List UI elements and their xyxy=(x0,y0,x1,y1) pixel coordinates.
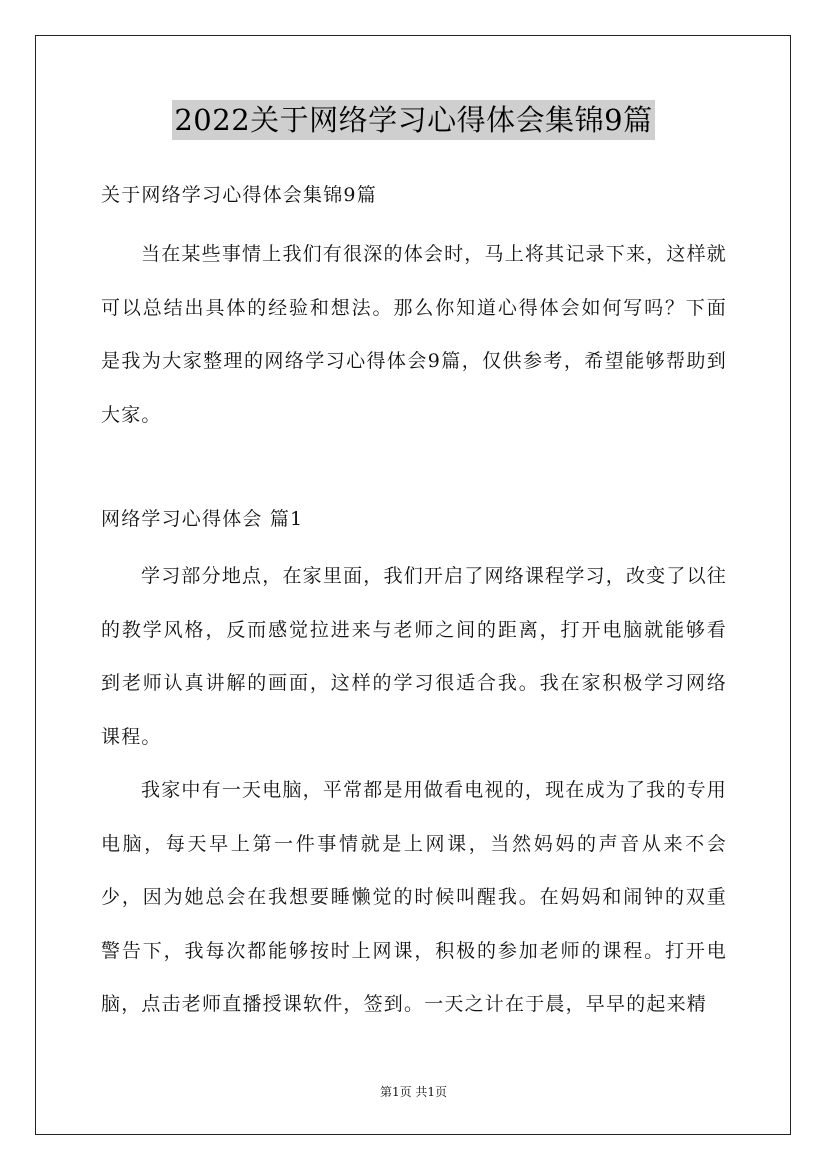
document-title: 2022关于网络学习心得体会集锦9篇 xyxy=(172,100,654,140)
title-container xyxy=(0,100,827,140)
intro-paragraph: 当在某些事情上我们有很深的体会时，马上将其记录下来，这样就可以总结出具体的经验和想法。那么你知道心得体会如何写吗？下面是我为大家整理的网络学习心得体会9篇，仅供参考，希望能够帮助到大家。 xyxy=(101,243,727,426)
body-paragraph-1: 学习部分地点，在家里面，我们开启了网络课程学习，改变了以往的教学风格，反而感觉拉进来与老师之间的距离，打开电脑就能够看到老师认真讲解的画面，这样的学习很适合我。我在家积极学习网络课程。 xyxy=(101,565,727,748)
page-footer: 第1页 共1页 xyxy=(379,1085,448,1099)
body-paragraph-2: 我家中有一天电脑，平常都是用做看电视的，现在成为了我的专用电脑，每天早上第一件事情就是上网课，当然妈妈的声音从来不会少，因为她总会在我想要睡懒觉的时候叫醒我。在妈妈和闹钟的双重警告下，我每次都能够按时上网课，积极的参加老师的课程。打开电脑，点击老师直播授课软件，签到。一天之计在于晨，早早的起来精 xyxy=(101,779,727,1015)
section-heading: 网络学习心得体会 篇1 xyxy=(101,508,304,530)
document-subtitle: 关于网络学习心得体会集锦9篇 xyxy=(101,184,377,206)
